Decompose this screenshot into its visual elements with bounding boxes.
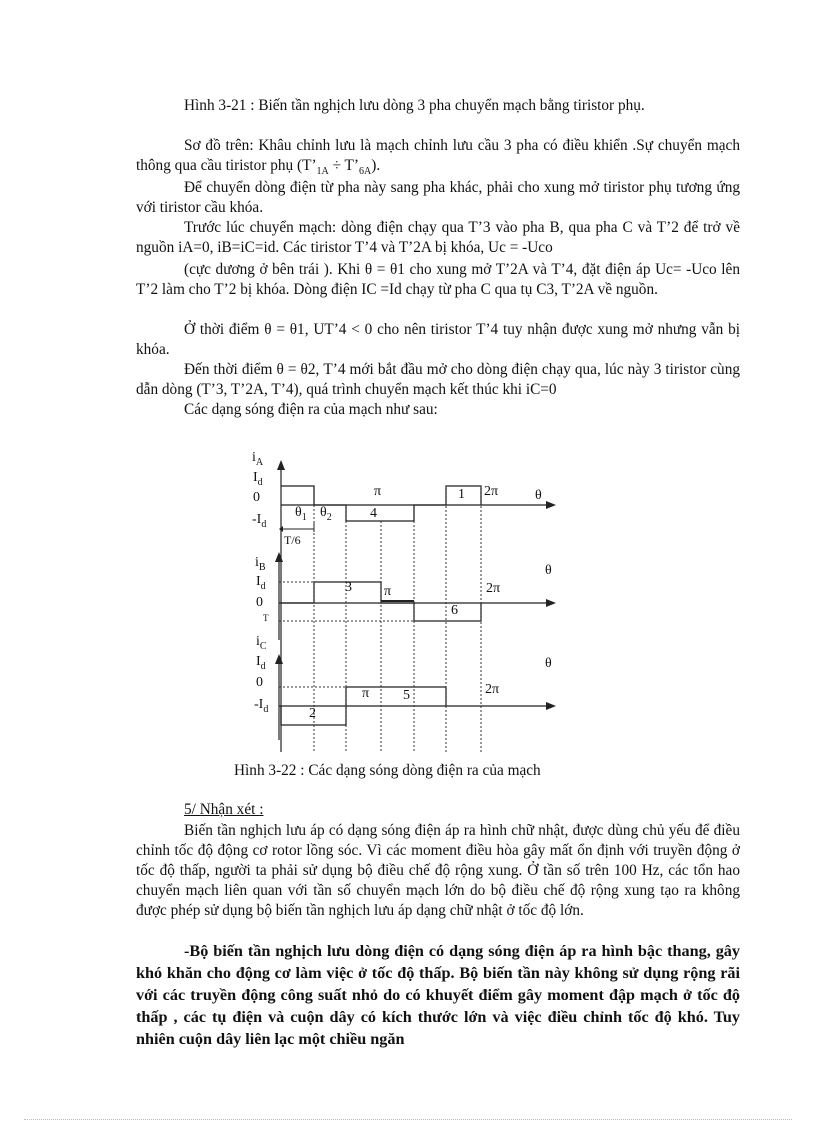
paragraph-2: Để chuyển dòng điện từ pha này sang pha khác, phải cho xung mở tiristor phụ tương ứng với tiristor cầu khóa. bbox=[136, 179, 740, 216]
paragraph-4: (cực dương ở bên trái ). Khi θ = θ1 cho xung mở T’2A và T’4, đặt điện áp Uc= -Uco lên T’2 làm cho T’2 bị khóa. Dòng điện IC =Id chạy từ pha C qua tụ C3, T’2A về nguồn. bbox=[136, 261, 740, 298]
label-ib: $i_B$ bbox=[255, 555, 266, 573]
section-heading: 5/ Nhận xét : bbox=[184, 801, 264, 818]
label-zero-a: 0 bbox=[253, 490, 260, 505]
label-neg-id-c: $-I_d$ bbox=[254, 697, 269, 715]
label-pi-c: π bbox=[362, 686, 370, 701]
label-pi-a: π bbox=[374, 484, 382, 499]
label-2pi-a: 2π bbox=[484, 484, 499, 499]
paragraph-6: Đến thời điểm θ = θ2, T’4 mới bắt đầu mở cho dòng điện chạy qua, lúc này 3 tiristor cùng dẫn dòng (T’3, T’2A, T’4), quá trình chuyển mạch kết thúc khi iC=0 bbox=[136, 361, 740, 398]
label-theta2: $\theta_2$ bbox=[320, 505, 332, 523]
label-id-c: $I_d$ bbox=[256, 654, 266, 672]
label-seg3: 3 bbox=[345, 580, 352, 595]
figure-3-22-caption: Hình 3-22 : Các dạng sóng dòng điện ra của mạch bbox=[234, 762, 541, 779]
label-ia: $i_A$ bbox=[252, 450, 264, 468]
label-t6: T/6 bbox=[284, 533, 301, 547]
label-seg6: 6 bbox=[451, 603, 458, 618]
label-id-b: $I_d$ bbox=[256, 574, 266, 592]
label-id-a: $I_d$ bbox=[253, 470, 263, 488]
label-pi-b: π bbox=[384, 584, 392, 599]
remark-2: -Bộ biến tần nghịch lưu dòng điện có dạng sóng điện áp ra hình bậc thang, gây khó khăn cho động cơ làm việc ở tốc độ thấp. Bộ biến tần này không sử dụng rộng rãi với các truyền động công suất nhỏ do có khuyết điểm gây moment đập mạch ở tốc độ thấp , các tụ điện và cuộn dây có kích thước lớn và việc điều chỉnh tốc độ khó. Tuy nhiên cuộn dây liên lạc một chiều ngăn bbox=[136, 942, 740, 1048]
paragraph-7: Các dạng sóng điện ra của mạch như sau: bbox=[184, 401, 438, 418]
label-zero-c: 0 bbox=[256, 675, 263, 690]
label-theta1: $\theta_1$ bbox=[295, 505, 307, 523]
label-2pi-c: 2π bbox=[485, 682, 500, 697]
label-theta-c: θ bbox=[545, 656, 552, 671]
label-zero-b: 0 bbox=[256, 595, 263, 610]
label-theta-a: θ bbox=[535, 488, 542, 503]
label-theta-b: θ bbox=[545, 563, 552, 578]
label-neg-id-a: $-I_d$ bbox=[252, 512, 267, 530]
page-bottom-rule bbox=[24, 1119, 792, 1120]
remark-1: Biến tần nghịch lưu áp có dạng sóng điện áp ra hình chữ nhật, được dùng chủ yếu để điều chỉnh tốc độ động cơ rotor lồng sóc. Vì các moment điều hòa gây mất ổn định với truyền động ở tốc độ thấp, người ta phải sử dụng bộ điều chế độ rộng xung. Ở tần số trên 100 Hz, các tổn hao chuyển mạch liên quan với tần số chuyển mạch lớn do bộ điều chế độ rộng xung tạo ra không được phép sử dụng bộ biến tần nghịch lưu áp dạng chữ nhật ở tốc độ lớn. bbox=[136, 822, 740, 919]
paragraph-1: Sơ đồ trên: Khâu chỉnh lưu là mạch chỉnh lưu cầu 3 pha có điều khiển .Sự chuyển mạch thông qua cầu tiristor phụ ($T’_{1A}$ ÷ $T’_{6A}$). bbox=[136, 137, 740, 178]
figure-3-21-caption: Hình 3-21 : Biến tần nghịch lưu dòng 3 pha chuyển mạch bằng tiristor phụ. bbox=[184, 97, 645, 114]
paragraph-3: Trước lúc chuyển mạch: dòng điện chạy qua T’3 vào pha B, qua pha C và T’2 để trở về nguồn iA=0, iB=iC=id. Các tiristor T’4 và T’2A bị khóa, Uc = -Uco bbox=[136, 219, 740, 256]
label-t-b: T bbox=[263, 613, 269, 623]
label-seg2: 2 bbox=[309, 706, 316, 721]
label-ic: $i_C$ bbox=[256, 634, 267, 652]
label-seg4: 4 bbox=[370, 506, 377, 521]
paragraph-5: Ở thời điểm θ = θ1, UT’4 < 0 cho nên tiristor T’4 tuy nhận được xung mở nhưng vẫn bị khóa. bbox=[136, 321, 740, 358]
label-2pi-b: 2π bbox=[486, 581, 501, 596]
label-seg1: 1 bbox=[458, 487, 465, 502]
label-seg5: 5 bbox=[403, 688, 410, 703]
